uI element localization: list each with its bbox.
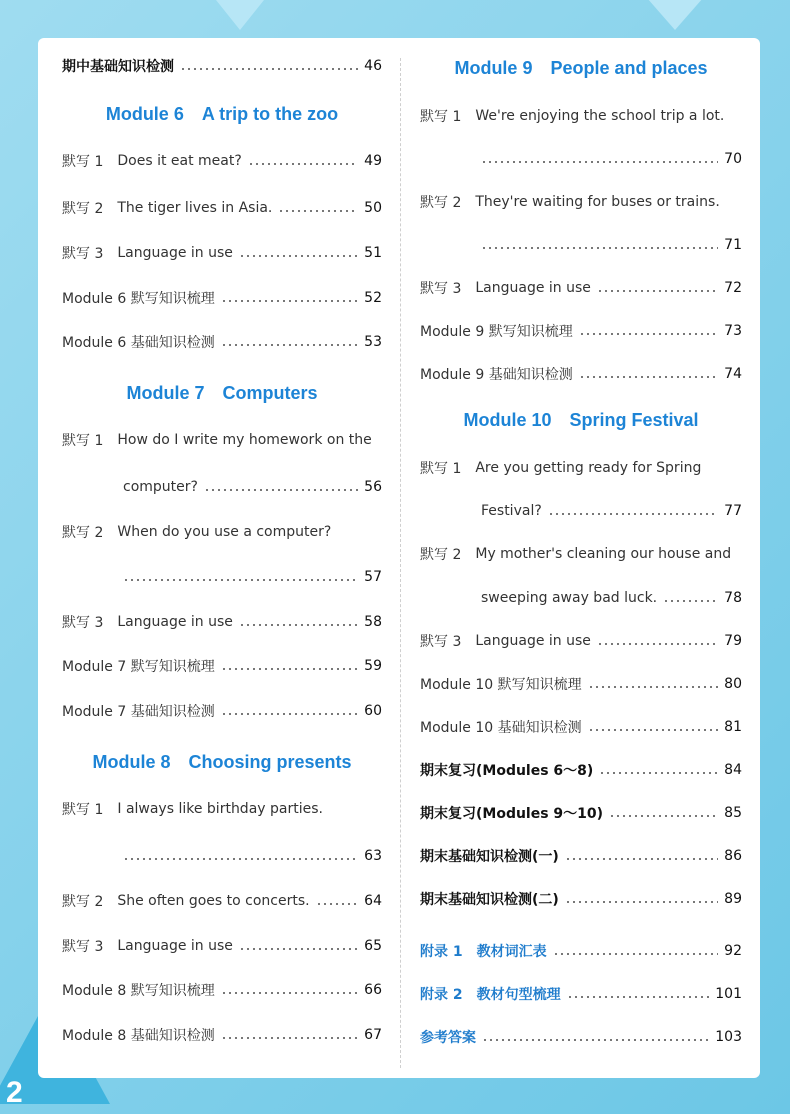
dot-leader <box>221 713 358 715</box>
dot-leader <box>599 772 718 774</box>
dot-leader <box>482 1039 709 1041</box>
entry-label: Module 9 基础知识检测 <box>420 367 573 383</box>
entry-page: 57 <box>364 569 382 585</box>
entry-label: 默写 3 <box>62 246 104 262</box>
entry-label: Module 10 基础知识检测 <box>420 720 582 736</box>
decorative-triangle <box>200 0 280 30</box>
toc-entry[interactable] <box>420 317 742 345</box>
entry-page: 49 <box>364 153 382 169</box>
toc-entry[interactable] <box>62 697 382 725</box>
entry-label: 默写 1 <box>420 109 462 125</box>
dot-leader <box>278 210 358 212</box>
entry-label: Module 7 默写知识梳理 <box>62 659 215 675</box>
dot-leader <box>663 600 718 602</box>
entry-page: 56 <box>364 479 382 495</box>
entry-label: 默写 2 <box>420 195 462 211</box>
toc-entry[interactable] <box>420 799 742 827</box>
entry-label: 默写 2 <box>420 547 462 563</box>
dot-leader <box>221 992 358 994</box>
entry-label: 默写 3 <box>62 615 104 631</box>
module-heading: Module 7 Computers <box>126 383 318 403</box>
toc-entry[interactable] <box>420 1023 742 1051</box>
toc-entry[interactable] <box>62 932 382 960</box>
dot-leader <box>204 489 358 491</box>
entry-title: computer? <box>123 479 198 495</box>
toc-entry[interactable] <box>420 274 742 302</box>
module-heading: Module 6 A trip to the zoo <box>105 104 339 124</box>
toc-entry-continued[interactable] <box>420 231 742 259</box>
toc-entry[interactable] <box>420 756 742 784</box>
entry-page: 85 <box>724 805 742 821</box>
entry-title: sweeping away bad luck. <box>481 590 658 606</box>
entry-page: 52 <box>364 290 382 306</box>
toc-entry-continued[interactable] <box>420 497 742 525</box>
entry-title: 教材句型梳理 <box>476 987 561 1003</box>
dot-leader <box>597 643 718 645</box>
entry-label: 期末复习(Modules 6～8) <box>420 763 594 779</box>
entry-label: 期末复习(Modules 9～10) <box>420 806 604 822</box>
toc-entry[interactable] <box>62 518 382 546</box>
toc-entry-continued[interactable] <box>420 584 742 612</box>
toc-entry[interactable] <box>62 52 382 80</box>
toc-entry-continued[interactable] <box>62 473 382 501</box>
column-divider <box>400 58 401 1068</box>
dot-leader <box>316 903 359 905</box>
entry-title: How do I write my homework on the <box>117 432 372 448</box>
entry-label: 默写 2 <box>62 201 104 217</box>
entry-title: My mother's cleaning our house and <box>475 546 732 562</box>
entry-label: 默写 1 <box>62 433 104 449</box>
entry-page: 46 <box>364 58 382 74</box>
toc-entry[interactable] <box>62 887 382 915</box>
entry-page: 77 <box>724 503 742 519</box>
entry-label: Module 9 默写知识梳理 <box>420 324 573 340</box>
entry-label: 附录 2 <box>420 987 463 1003</box>
toc-entry[interactable] <box>420 454 742 482</box>
entry-page: 64 <box>364 893 382 909</box>
entry-label: Module 6 基础知识检测 <box>62 335 215 351</box>
dot-leader <box>609 815 718 817</box>
entry-label: Module 8 默写知识梳理 <box>62 983 215 999</box>
entry-page: 66 <box>364 982 382 998</box>
entry-label: 默写 1 <box>62 802 104 818</box>
dot-leader <box>588 686 719 688</box>
entry-label: Module 7 基础知识检测 <box>62 704 215 720</box>
dot-leader <box>597 290 718 292</box>
toc-entry-continued[interactable] <box>62 563 382 591</box>
dot-leader <box>239 948 358 950</box>
toc-entry[interactable] <box>420 102 742 130</box>
entry-page: 72 <box>724 280 742 296</box>
entry-page: 71 <box>724 237 742 253</box>
toc-entry-continued[interactable] <box>62 842 382 870</box>
entry-label: 期末基础知识检测(一) <box>420 849 559 865</box>
dot-leader <box>579 333 718 335</box>
entry-title: She often goes to concerts. <box>117 893 310 909</box>
toc-entry[interactable] <box>62 194 382 222</box>
entry-title: 教材词汇表 <box>476 944 547 960</box>
toc-entry[interactable] <box>62 147 382 175</box>
dot-leader <box>221 668 358 670</box>
dot-leader <box>548 513 718 515</box>
toc-entry[interactable] <box>62 1021 382 1049</box>
entry-title: Language in use <box>117 245 233 261</box>
entry-page: 73 <box>724 323 742 339</box>
toc-entry[interactable] <box>62 652 382 680</box>
entry-page: 53 <box>364 334 382 350</box>
entry-title: Does it eat meat? <box>117 153 242 169</box>
entry-label: Module 6 默写知识梳理 <box>62 291 215 307</box>
entry-title: Festival? <box>481 503 542 519</box>
entry-title: Language in use <box>117 938 233 954</box>
toc-entry[interactable] <box>420 188 742 216</box>
entry-page: 59 <box>364 658 382 674</box>
module-heading: Module 10 Spring Festival <box>463 410 699 430</box>
entry-page: 101 <box>715 986 742 1002</box>
entry-page: 92 <box>724 943 742 959</box>
entry-page: 78 <box>724 590 742 606</box>
module-heading: Module 9 People and places <box>454 58 708 78</box>
module-heading: Module 8 Choosing presents <box>92 752 352 772</box>
decorative-triangle <box>640 0 710 30</box>
entry-label: Module 10 默写知识梳理 <box>420 677 582 693</box>
dot-leader <box>221 1037 358 1039</box>
entry-title: Are you getting ready for Spring <box>475 460 702 476</box>
entry-page: 58 <box>364 614 382 630</box>
toc-entry[interactable] <box>420 713 742 741</box>
toc-entry[interactable] <box>62 795 382 823</box>
dot-leader <box>221 300 358 302</box>
entry-label: 期中基础知识检测 <box>62 59 174 75</box>
toc-entry[interactable] <box>420 842 742 870</box>
entry-label: 默写 2 <box>62 525 104 541</box>
dot-leader <box>579 376 718 378</box>
dot-leader <box>221 344 358 346</box>
toc-entry[interactable] <box>420 360 742 388</box>
entry-title: I always like birthday parties. <box>117 801 323 817</box>
entry-page: 63 <box>364 848 382 864</box>
entry-label: 默写 2 <box>62 894 104 910</box>
toc-entry[interactable] <box>420 540 742 568</box>
entry-title: The tiger lives in Asia. <box>117 200 273 216</box>
entry-page: 51 <box>364 245 382 261</box>
entry-title: When do you use a computer? <box>117 524 332 540</box>
entry-title: We're enjoying the school trip a lot. <box>475 108 725 124</box>
entry-title: Language in use <box>117 614 233 630</box>
toc-entry[interactable] <box>420 980 742 1008</box>
dot-leader <box>123 579 358 581</box>
toc-entry[interactable] <box>420 885 742 913</box>
dot-leader <box>239 255 358 257</box>
dot-leader <box>553 953 719 955</box>
dot-leader <box>567 996 710 998</box>
entry-page: 67 <box>364 1027 382 1043</box>
entry-label: 默写 3 <box>420 634 462 650</box>
entry-page: 81 <box>724 719 742 735</box>
page-number: 2 <box>6 1076 23 1109</box>
entry-page: 80 <box>724 676 742 692</box>
entry-label: 参考答案 <box>420 1030 476 1046</box>
entry-page: 70 <box>724 151 742 167</box>
entry-title: Language in use <box>475 280 591 296</box>
entry-page: 50 <box>364 200 382 216</box>
entry-page: 84 <box>724 762 742 778</box>
dot-leader <box>565 901 718 903</box>
dot-leader <box>180 68 358 70</box>
toc-entry[interactable] <box>420 627 742 655</box>
entry-page: 74 <box>724 366 742 382</box>
toc-entry[interactable] <box>62 239 382 267</box>
entry-label: 默写 1 <box>420 461 462 477</box>
dot-leader <box>481 247 718 249</box>
dot-leader <box>588 729 719 731</box>
entry-label: 默写 3 <box>420 281 462 297</box>
entry-page: 60 <box>364 703 382 719</box>
toc-entry[interactable] <box>62 976 382 1004</box>
entry-page: 89 <box>724 891 742 907</box>
dot-leader <box>565 858 718 860</box>
entry-page: 103 <box>715 1029 742 1045</box>
toc-entry[interactable] <box>62 284 382 312</box>
entry-title: They're waiting for buses or trains. <box>475 194 720 210</box>
toc-entry[interactable] <box>62 328 382 356</box>
dot-leader <box>123 858 358 860</box>
entry-page: 86 <box>724 848 742 864</box>
toc-entry-continued[interactable] <box>420 145 742 173</box>
entry-title: Language in use <box>475 633 591 649</box>
table-of-contents <box>38 38 760 1078</box>
toc-entry[interactable] <box>62 608 382 636</box>
dot-leader <box>239 624 358 626</box>
toc-entry[interactable] <box>420 937 742 965</box>
dot-leader <box>248 163 358 165</box>
toc-entry[interactable] <box>420 670 742 698</box>
entry-label: 附录 1 <box>420 944 463 960</box>
entry-label: Module 8 基础知识检测 <box>62 1028 215 1044</box>
entry-label: 默写 3 <box>62 939 104 955</box>
entry-page: 79 <box>724 633 742 649</box>
dot-leader <box>481 161 718 163</box>
entry-page: 65 <box>364 938 382 954</box>
toc-entry[interactable] <box>62 426 382 454</box>
entry-label: 期末基础知识检测(二) <box>420 892 559 908</box>
entry-label: 默写 1 <box>62 154 104 170</box>
